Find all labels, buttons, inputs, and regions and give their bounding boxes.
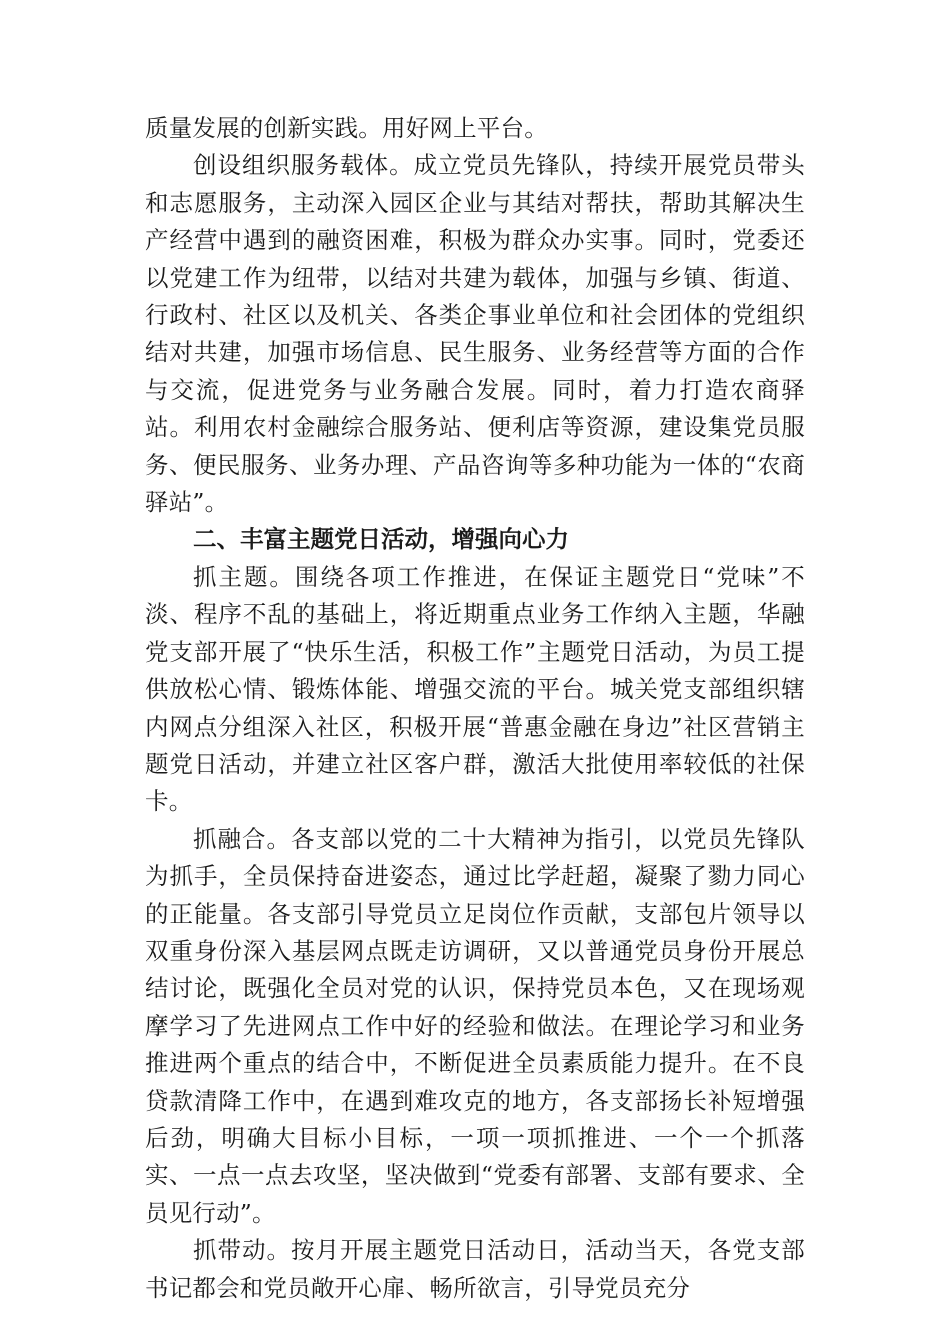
paragraph-leading: 抓带动。按月开展主题党日活动日，活动当天，各党支部书记都会和党员敞开心扉、畅所欲言，引导党员充分 [145, 1236, 805, 1302]
paragraph-theme: 抓主题。围绕各项工作推进，在保证主题党日“党味”不淡、程序不乱的基础上，将近期重点业务工作纳入主题，华融党支部开展了“快乐生活，积极工作”主题党日活动，为员工提供放松心情、锻炼体能、增强交流的平台。城关党支部组织辖内网点分组深入社区，积极开展“普惠金融在身边”社区营销主题党日活动，并建立社区客户群，激活大批使用率较低的社保卡。 [145, 562, 805, 816]
paragraph-continuation: 质量发展的创新实践。用好网上平台。 [145, 114, 548, 142]
paragraph-integration: 抓融合。各支部以党的二十大精神为指引，以党员先锋队为抓手，全员保持奋进姿态，通过比学赶超，凝聚了勠力同心的正能量。各支部引导党员立足岗位作贡献，支部包片领导以双重身份深入基层网点既走访调研，又以普通党员身份开展总结讨论，既强化全员对党的认识，保持党员本色，又在现场观摩学习了先进网点工作中好的经验和做法。在理论学习和业务推进两个重点的结合中，不断促进全员素质能力提升。在不良贷款清降工作中，在遇到难攻克的地方，各支部扬长补短增强后劲，明确大目标小目标，一项一项抓推进、一个一个抓落实、一点一点去攻坚，坚决做到“党委有部署、支部有要求、全员见行动”。 [145, 824, 805, 1227]
paragraph-service-carrier: 创设组织服务载体。成立党员先锋队，持续开展党员带头和志愿服务，主动深入园区企业与其结对帮扶，帮助其解决生产经营中遇到的融资困难，积极为群众办实事。同时，党委还以党建工作为纽带，以结对共建为载体，加强与乡镇、街道、行政村、社区以及机关、各类企事业单位和社会团体的党组织结对共建，加强市场信息、民生服务、业务经营等方面的合作与交流，促进党务与业务融合发展。同时，着力打造农商驿站。利用农村金融综合服务站、便利店等资源，建设集党员服务、便民服务、业务办理、产品咨询等多种功能为一体的“农商驿站”。 [145, 151, 805, 517]
section-heading: 二、丰富主题党日活动，增强向心力 [193, 525, 569, 554]
document-page [145, 110, 805, 1307]
